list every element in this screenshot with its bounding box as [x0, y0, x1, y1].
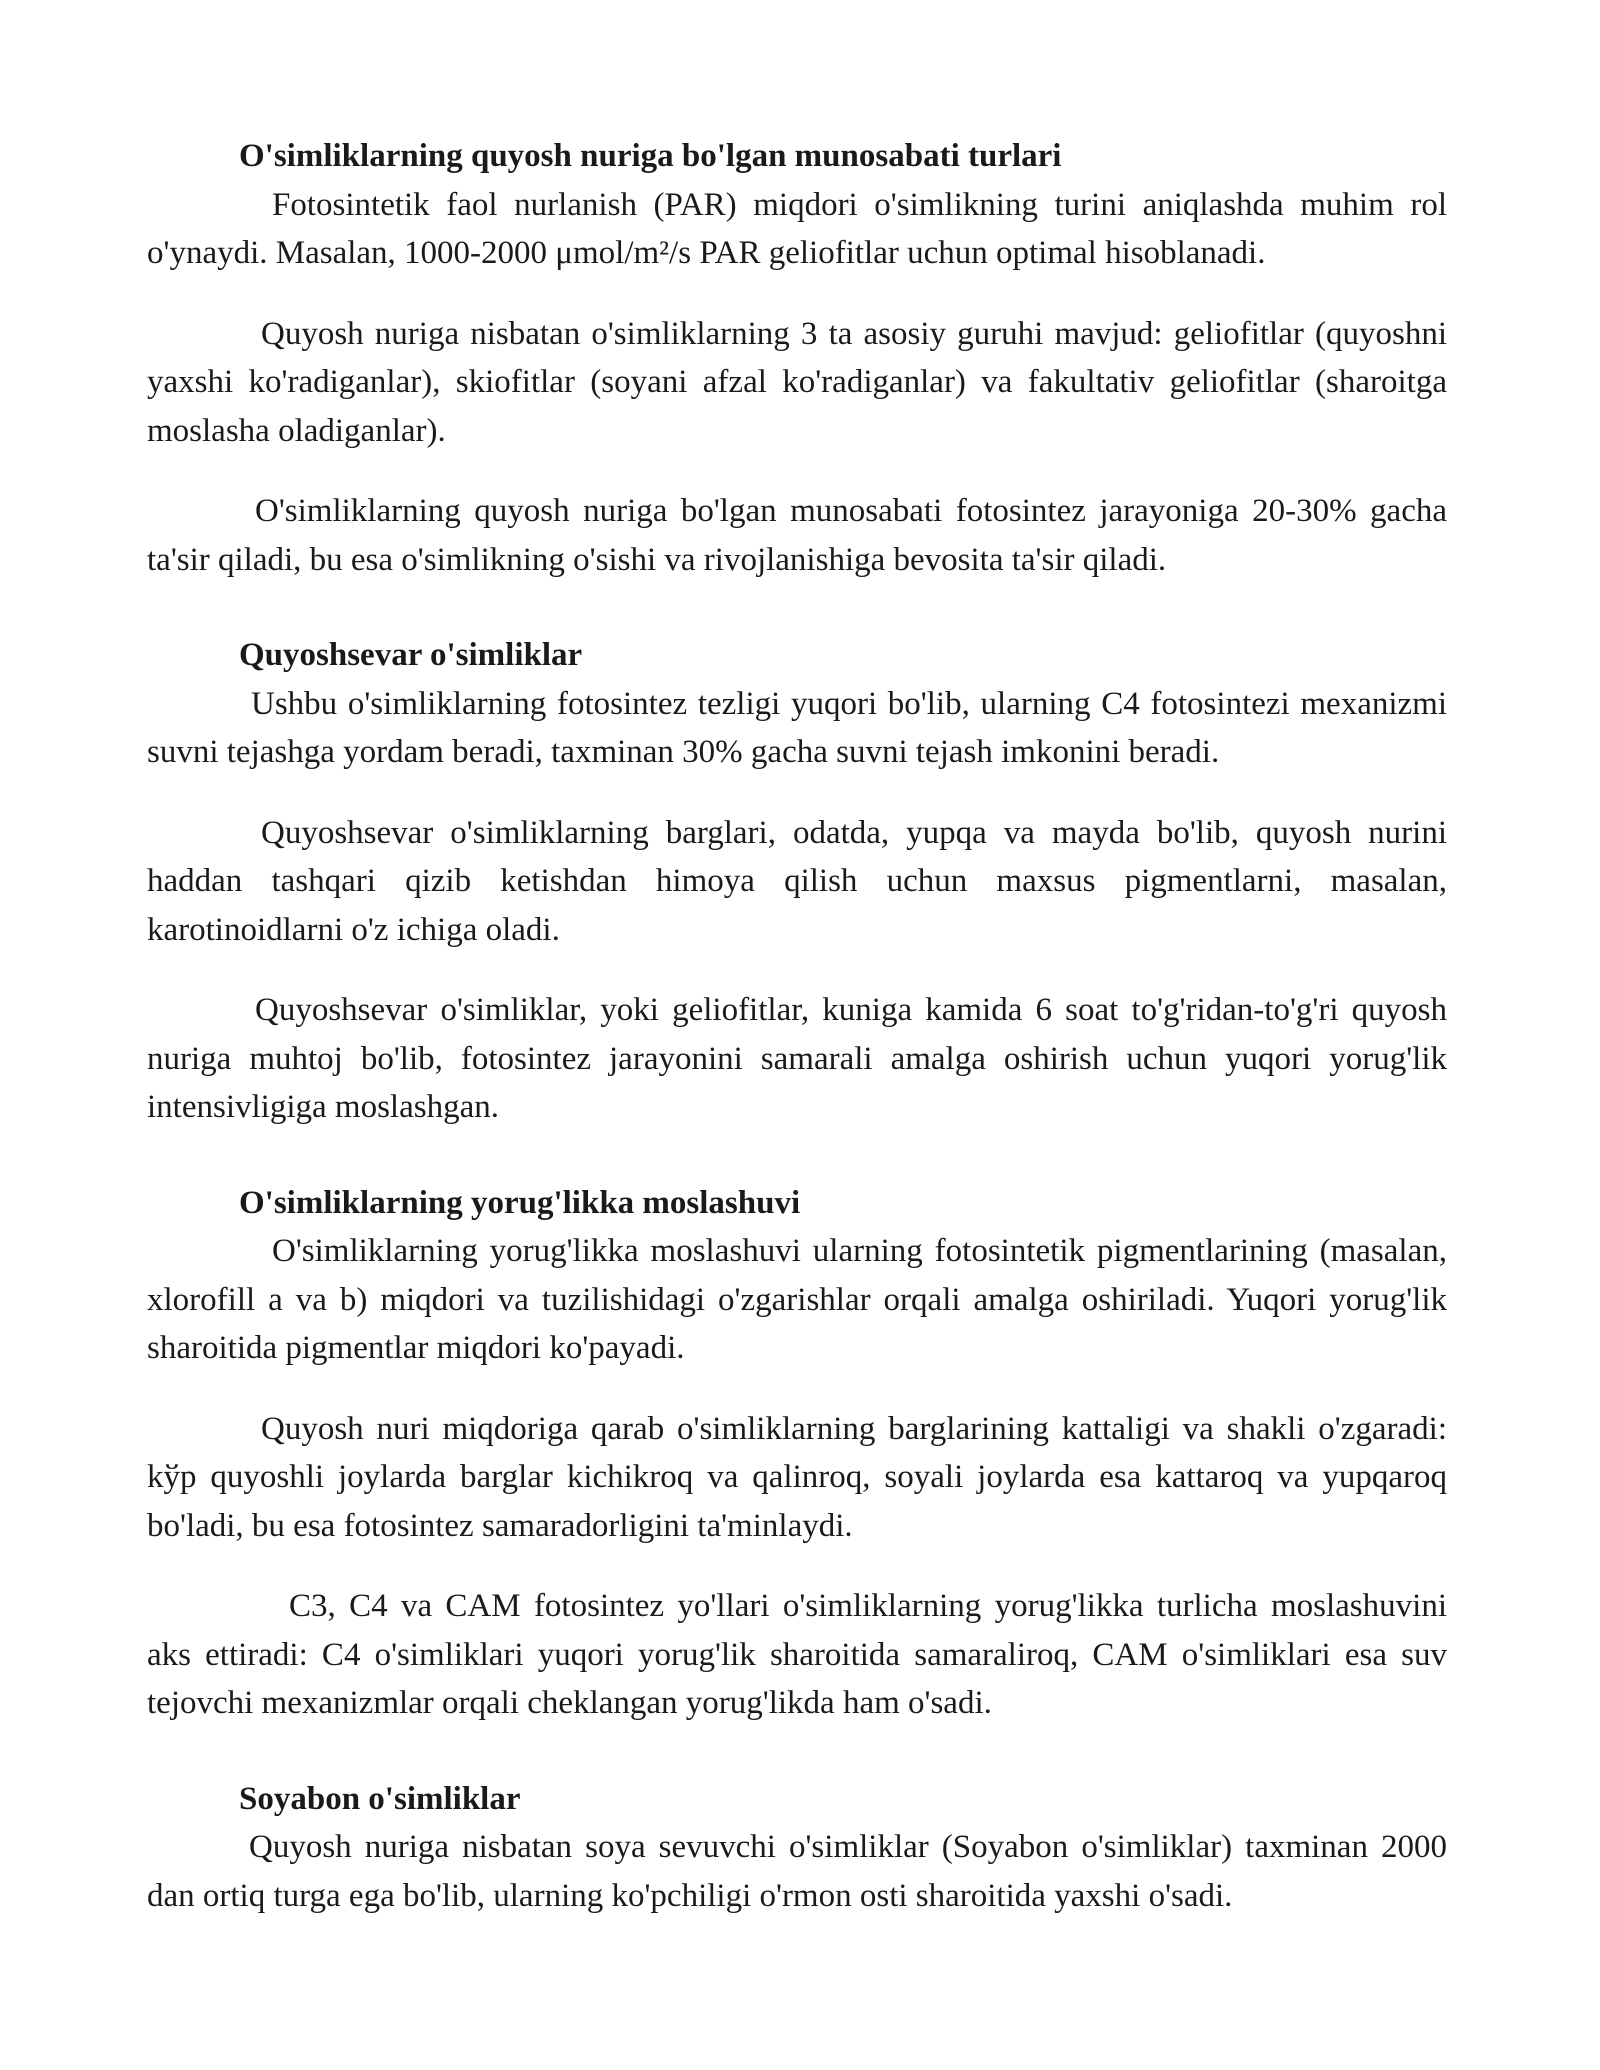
- paragraph: Ushbu o'simliklarning fotosintez tezligi yuqori bo'lib, ularning C4 fotosintezi mexanizmi suvni tejashga yordam beradi, taxminan 30% gacha suvni tejash imkonini beradi.: [147, 685, 1447, 770]
- section-heading: Soyabon o'simliklar: [239, 1780, 521, 1817]
- paragraph: Quyosh nuri miqdoriga qarab o'simliklarning barglarining kattaligi va shakli o'zgaradi: kўp quyoshli joylarda barglar kichikroq va qalinroq, soyali joylarda esa kattaroq va yupqaroq bo'ladi, bu esa fotosintez samaradorligini ta'minlaydi.: [147, 1410, 1447, 1544]
- paragraph: Quyosh nuriga nisbatan o'simliklarning 3 ta asosiy guruhi mavjud: geliofitlar (quyoshni yaxshi ko'radiganlar), skiofitlar (soyani afzal ko'radiganlar) va fakultativ geliofitlar (sharoitga moslasha oladiganlar).: [147, 315, 1447, 449]
- paragraph: C3, C4 va CAM fotosintez yo'llari o'simliklarning yorug'likka turlicha moslashuvini aks ettiradi: C4 o'simliklari yuqori yorug'lik sharoitida samaraliroq, CAM o'simliklari esa suv tejovchi mexanizmlar orqali cheklangan yorug'likda ham o'sadi.: [147, 1588, 1447, 1721]
- paragraph: Fotosintetik faol nurlanish (PAR) miqdori o'simlikning turini aniqlashda muhim rol o'ynaydi. Masalan, 1000-2000 μmol/m²/s PAR geliofitlar uchun optimal hisoblanadi.: [147, 186, 1447, 271]
- paragraph: Quyoshsevar o'simliklarning barglari, odatda, yupqa va mayda bo'lib, quyosh nurini haddan tashqari qizib ketishdan himoya qilish uchun maxsus pigmentlarni, masalan, karotinoidlarni o'z ichiga oladi.: [147, 814, 1447, 948]
- paragraph: Quyosh nuriga nisbatan soya sevuvchi o'simliklar (Soyabon o'simliklar) taxminan 2000 dan ortiq turga ega bo'lib, ularning ko'pchiligi o'rmon osti sharoitida yaxshi o'sadi.: [147, 1829, 1447, 1914]
- document-page: [147, 132, 1447, 1920]
- paragraph: Quyoshsevar o'simliklar, yoki geliofitlar, kuniga kamida 6 soat to'g'ridan-to'g'ri quyosh nuriga muhtoj bo'lib, fotosintez jarayonini samarali amalga oshirish uchun yuqori yorug'lik intensivligiga moslashgan.: [147, 992, 1447, 1125]
- section-heading: O'simliklarning yorug'likka moslashuvi: [239, 1184, 801, 1221]
- section-heading: Quyoshsevar o'simliklar: [239, 637, 583, 673]
- paragraph: O'simliklarning yorug'likka moslashuvi ularning fotosintetik pigmentlarining (masalan, xlorofill a va b) miqdori va tuzilishidagi o'zgarishlar orqali amalga oshiriladi. Yuqori yorug'lik sharoitida pigmentlar miqdori ko'payadi.: [147, 1233, 1447, 1366]
- section-heading: O'simliklarning quyosh nuriga bo'lgan munosabati turlari: [239, 138, 1062, 174]
- paragraph: O'simliklarning quyosh nuriga bo'lgan munosabati fotosintez jarayoniga 20-30% gacha ta'sir qiladi, bu esa o'simlikning o'sishi va rivojlanishiga bevosita ta'sir qiladi.: [147, 493, 1447, 578]
